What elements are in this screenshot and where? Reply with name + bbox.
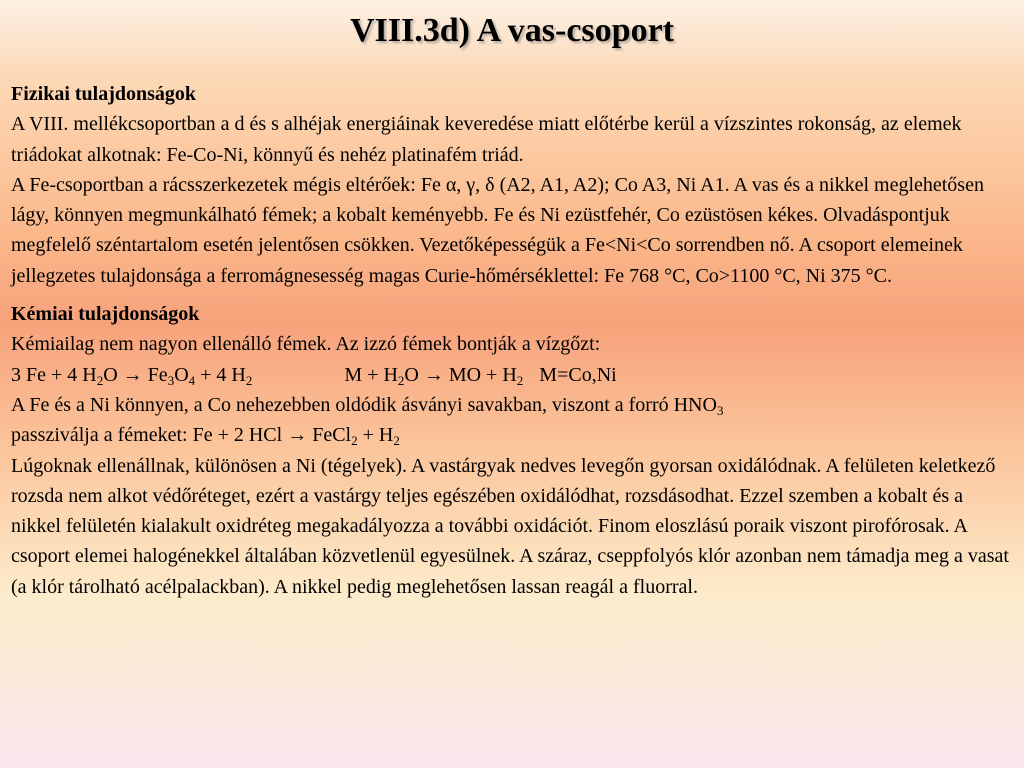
chemical-paragraph-1: Kémiailag nem nagyon ellenálló fémek. Az izzó fémek bontják a vízgőzt: bbox=[11, 333, 601, 356]
section-gap bbox=[11, 291, 1016, 299]
chemical-paragraph-2: A Fe és a Ni könnyen, a Co nehezebben oldódik ásványi savakban, viszont a forró $HNO_3$ passziválja a fémeket: Fe + 2 HCl → FeCl$_2$ + $H_2$ bbox=[11, 393, 724, 449]
equations-line bbox=[11, 360, 1016, 390]
slide-body bbox=[11, 79, 1016, 602]
equation-1: 3 Fe + 4 $H_2O \to Fe_3O_4 + 4$ $H_2$ bbox=[11, 363, 253, 388]
chemical-paragraph-3: Lúgoknak ellenállnak, különösen a Ni (tégelyek). A vastárgyak nedves levegőn gyorsan oxidálódnak. A felületen keletkező rozsda nem alkot védőréteget, ezért a vastárgy teljes egészében oxidálódhat, rozsdásodhat. Ezzel szemben a kobalt és a nikkel felületén kialakult oxidréteg megakadályozza a további oxidációt. Finom eloszlású poraik viszont pirofórosak. A csoport elemei halogénekkel általában közvetlenül egyesülnek. A száraz, cseppfolyós klór azonban nem támadja meg a vasat (a klór tárolható acélpalackban). A nikkel pedig meglehetősen lassan reagál a fluorral. bbox=[11, 454, 1009, 598]
chemical-heading: Kémiai tulajdonságok bbox=[11, 303, 200, 326]
physical-heading: Fizikai tulajdonságok bbox=[11, 83, 197, 105]
page-title: VIII.3d) A vas-csoport bbox=[350, 12, 674, 49]
physical-paragraph-2: A Fe-csoportban a rácsszerkezetek mégis eltérőek: Fe α, γ, δ (A2, A1, A2); Co A3, Ni A1. A vas és a nikkel meglehetősen lágy, könnyen megmunkálható fémek; a kobalt keményebb. Fe és Ni ezüstfehér, Co ezüstösen kékes. Olvadáspontjuk megfelelő széntartalom esetén jelentősen csökken. Vezetőképességük a Fe<Ni<Co sorrendben nő. A csoport elemeinek jellegzetes tulajdonsága a ferromágnesesség magas Curie-hőmérséklettel: Fe 768 °C, Co>1100 °C, Ni 375 °C. bbox=[11, 173, 984, 287]
equation-2: $M + H_2O$ → MO + $H_2$ M=Co,Ni bbox=[344, 363, 617, 388]
physical-paragraph-1: A VIII. mellékcsoportban a d és s alhéjak energiáinak keveredése miatt előtérbe kerül a vízszintes rokonság, az elemek triádokat alkotnak: Fe-Co-Ni, könnyű és nehéz platinafém triád. bbox=[11, 113, 962, 166]
